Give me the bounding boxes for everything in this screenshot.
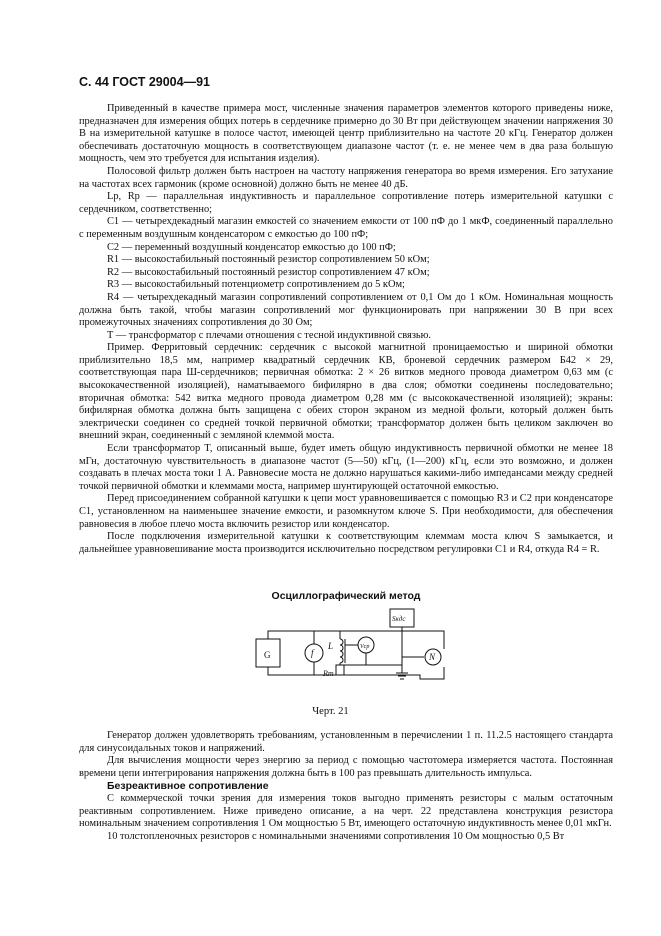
- text-block-2: [79, 730, 613, 843]
- definition-item: R1 — высокостабильный постоянный резистор сопротивлением 50 кОм;: [107, 254, 430, 266]
- label-f: f: [311, 648, 314, 658]
- definition-item: C1 — четырехдекадный магазин емкостей со значением емкости от 100 пФ до 1 мкФ, соединенный параллельно с переменным воздушным конденсатором с емкостью до 100 пФ;: [79, 216, 613, 240]
- definition-item: C2 — переменный воздушный конденсатор емкостью до 100 пФ;: [107, 241, 396, 253]
- section-title: Осциллографический метод: [271, 590, 421, 602]
- paragraph: После подключения измерительной катушки к соответствующим клеммам моста ключ S замыкается, и дальнейшее уравновешивание моста производится исключительно посредством регулировки C1 и R4, откуда R4 = R.: [79, 531, 613, 555]
- label-n: N: [429, 652, 436, 662]
- subheading: Безреактивное сопротивление: [107, 780, 269, 793]
- inductor-coil: [340, 639, 343, 663]
- figure-caption: Черт. 21: [312, 706, 349, 717]
- section-title-block: [79, 590, 613, 603]
- paragraph: С коммерческой точки зрения для измерения токов выгодно применять резисторы с малым остаточным реактивным сопротивлением. Ниже приведено описание, а на черт. 22 представлена конструкция резистора номинальным значением сопротивления 1 Ом мощностью 5 Вт, имеющего остаточную индуктивность менее 0,01 мкГн.: [79, 792, 613, 830]
- definition-item: R3 — высокостабильный потенциометр сопротивлением до 5 кОм;: [107, 279, 405, 291]
- circuit-diagram: [0, 603, 661, 703]
- label-g: G: [264, 650, 271, 660]
- paragraph: 10 толстопленочных резисторов с номинальными значениями сопротивления 10 Ом мощностью 0,5 Вт: [107, 830, 565, 842]
- definition-item: R4 — четырехдекадный магазин сопротивлений сопротивлением от 0,1 Ом до 1 кОм. Номинальная мощность должна быть такой, чтобы магазин сопротивлений мог функционировать при напряжении 30 В при всех промежуточных значениях сопротивления до 30 Ом;: [79, 291, 613, 329]
- paragraph: Перед присоединением собранной катушки к цепи мост уравновешивается с помощью R3 и C2 при конденсаторе C1, установленном на наименьшее значение емкости, и разомкнутом ключе S. При необходимости, для обеспечения равновесия в любое плечо моста включить резистор или конденсатор.: [79, 493, 613, 530]
- definition-item: Lp, Rp — параллельная индуктивность и параллельное сопротивление потерь измерительной катушки с сердечником, соответственно;: [79, 191, 613, 215]
- definition-item: R2 — высокостабильный постоянный резистор сопротивлением 47 кОм;: [107, 266, 430, 278]
- label-s: Sкдс: [392, 615, 406, 623]
- label-l: L: [328, 641, 334, 651]
- label-rt: Rт: [323, 669, 334, 678]
- definition-item: T — трансформатор с плечами отношения с тесной индуктивной связью.: [107, 329, 432, 341]
- resistor-rt: [336, 665, 344, 675]
- paragraph: Для вычисления мощности через энергию за период с помощью частотомера измеряется частота. Постоянная времени цепи интегрирования напряжения должна быть в 100 раз превышать длительность импульса.: [79, 755, 613, 779]
- text-block-1: [79, 103, 613, 556]
- paragraph: Приведенный в качестве примера мост, численные значения параметров элементов которого приведены ниже, предназначен для измерения общих потерь в сердечнике примерно до 30 Вт при действующем значении напряжения 30 В на измерительной катушке в полосе частот, имеющей центр приблизительно на частоте 20 кГц. Генератор должен обеспечивать достаточную мощность в соответствующем диапазоне частот (т. е. не менее чем в два раза большую мощность, чем это требуется для испытания изделия).: [79, 103, 613, 165]
- frequency-meter: [305, 644, 323, 662]
- paragraph: Пример. Ферритовый сердечник: сердечник с высокой магнитной проницаемостью и шириной обмотки приблизительно 18,5 мм, например квадратный сердечник КВ, броневой сердечник размером Б42 × 29, соответствующая пара Ш-сердечников; первичная обмотка: 2 × 26 витков медного провода диаметром 0,63 мм (с высококачественной изоляцией), наматываемого бифилярно в два слоя; обмотки соединены последовательно; вторичная обмотка: 542 витка медного провода диаметром 0,28 мм (с высококачественной изоляцией); экраны: бифилярная обмотка должна быть защищена с обеих сторон экраном из медной фольги, который должен быть электрически соединен со средней точкой первичной обмотки; трансформатор должен быть целиком заключен во внешний экран, соединенный с земляной клеммой моста.: [79, 342, 613, 442]
- label-vcp: Vcp: [360, 644, 370, 650]
- paragraph: Генератор должен удовлетворять требованиям, установленным в перечислении 1 п. 11.2.5 настоящего стандарта для синусоидальных токов и напряжений.: [79, 730, 613, 754]
- paragraph: Полосовой фильтр должен быть настроен на частоту напряжения генератора во время измерения. Его затухание на частотах всех гармоник (кроме основной) должно быть не менее 40 дБ.: [79, 165, 613, 190]
- page-header: С. 44 ГОСТ 29004—91: [79, 75, 210, 89]
- paragraph: Если трансформатор T, описанный выше, будет иметь общую индуктивность первичной обмотки не менее 18 мГн, достаточную чувствительность в диапазоне частот (5—50) кГц, (1—200) кГц, если это возможно, и должен создавать в плечах моста токи 1 А. Равновесие моста не должно нарушаться какими-либо импедансами между средней точкой первичной обмотки и клеммами моста, например шунтирующей остаточной емкостью.: [79, 443, 613, 492]
